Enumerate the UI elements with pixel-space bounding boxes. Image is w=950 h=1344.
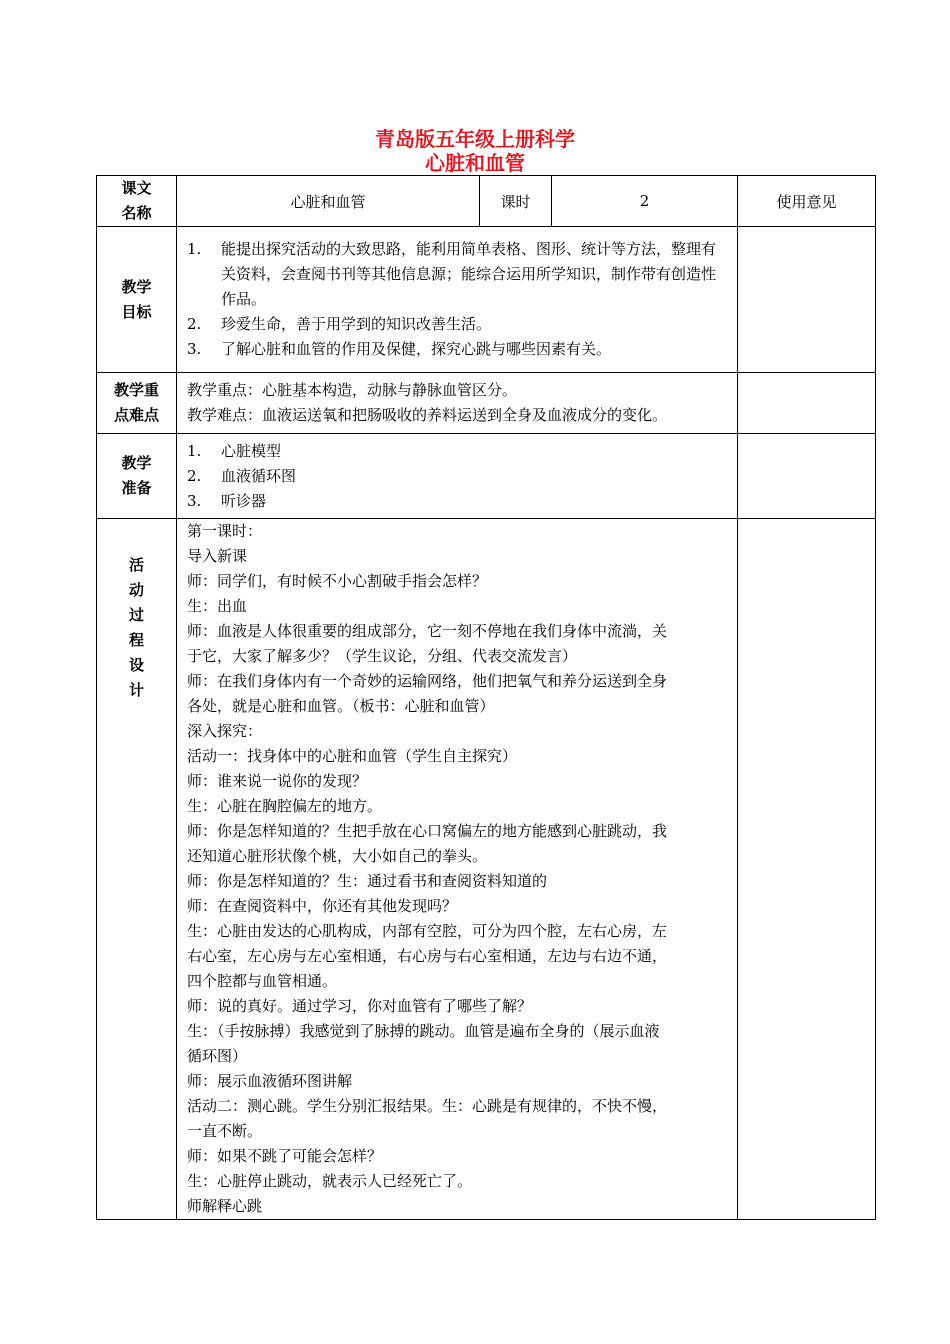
activity-line: 师：展示血液循环图讲解: [187, 1072, 353, 1090]
lesson-name-label-cell: [97, 176, 177, 227]
goal-item: [187, 237, 727, 312]
preparation-item: [187, 489, 729, 514]
activity-line: 一直不断。: [187, 1122, 263, 1140]
goals-feedback-cell: [738, 227, 876, 373]
activity-line: 还知道心脏形状像个桃，大小如自己的拳头。: [187, 847, 488, 865]
preparation-number: 1.: [187, 442, 202, 460]
goals-content: [177, 227, 738, 373]
activity-line: 循环图）: [187, 1047, 248, 1065]
activity-line: 师：谁来说一说你的发现？: [187, 772, 368, 790]
activity-row: [97, 519, 876, 1220]
activity-line: 深入探究：: [187, 722, 263, 740]
hours-label: 课时: [480, 176, 552, 227]
difficult-point-line: 教学难点：血液运送氧和把肠吸收的养料运送到全身及血液成分的变化。: [187, 406, 668, 424]
preparation-number: 2.: [187, 467, 202, 485]
goals-label-cell: [97, 227, 177, 373]
hours-value: 2: [552, 176, 738, 227]
activity-line: 师：你是怎样知道的？生：通过看书和查阅资料知道的: [187, 872, 548, 890]
preparation-feedback-cell: [738, 434, 876, 519]
preparation-row: [97, 434, 876, 519]
lesson-name-value: 心脏和血管: [177, 176, 480, 227]
activity-line: 师：你是怎样知道的？生把手放在心口窝偏左的地方能感到心脏跳动，我: [187, 822, 668, 840]
activity-line: 生：出血: [187, 597, 248, 615]
activity-line: 师：在我们身体内有一个奇妙的运输网络，他们把氧气和养分运送到全身: [187, 672, 668, 690]
activity-line: 师解释心跳: [187, 1197, 263, 1215]
preparation-content: [177, 434, 738, 519]
activity-line: 导入新课: [187, 547, 248, 565]
activity-line: 生：心脏在胸腔偏左的地方。: [187, 797, 383, 815]
document-title: 青岛版五年级上册科学: [375, 127, 575, 151]
preparation-label-line2: 准备: [121, 479, 152, 497]
goal-number: 2.: [187, 315, 202, 333]
activity-line: 师：说的真好。通过学习，你对血管有了哪些了解？: [187, 997, 533, 1015]
preparation-text: 血液循环图: [221, 467, 297, 485]
goal-item: [187, 312, 727, 337]
preparation-label-line1: 教学: [121, 454, 152, 472]
lesson-plan-table: [96, 175, 876, 1220]
goals-label-line1: 教学: [121, 277, 152, 296]
key-points-label-line2: 点难点: [113, 406, 159, 424]
preparation-item: [187, 439, 729, 464]
activity-label-char: 计: [128, 681, 144, 699]
preparation-label-cell: [97, 434, 177, 519]
preparation-text: 心脏模型: [221, 442, 282, 460]
activity-line: 各处，就是心脏和血管。（板书：心脏和血管）: [187, 697, 495, 715]
goals-row: [97, 227, 876, 373]
activity-label-char: 动: [128, 581, 144, 599]
feedback-label: 使用意见: [738, 176, 876, 227]
key-point-line: 教学重点：心脏基本构造，动脉与静脉血管区分。: [187, 381, 518, 399]
activity-label-cell: [97, 519, 177, 1220]
activity-line: 活动二：测心跳。学生分别汇报结果。生：心跳是有规律的，不快不慢，: [187, 1097, 668, 1115]
goal-number: 3.: [187, 340, 202, 358]
activity-label-char: 程: [128, 631, 144, 649]
key-points-label-line1: 教学重: [113, 381, 159, 399]
goal-text: 珍爱生命，善于用学到的知识改善生活。: [221, 315, 492, 333]
activity-label-char: 活: [128, 556, 144, 574]
lesson-name-label-line1: 课文: [121, 179, 152, 197]
key-points-content: [177, 373, 738, 434]
key-points-label-cell: [97, 373, 177, 434]
goal-number: 1.: [187, 240, 202, 258]
activity-line: 生：心脏由发达的心肌构成，内部有空腔，可分为四个腔，左右心房，左: [187, 922, 668, 940]
activity-line: 于它，大家了解多少？（学生议论，分组、代表交流发言）: [187, 647, 578, 665]
activity-line: 第一课时：: [187, 522, 263, 540]
activity-label-char: 过: [128, 606, 144, 624]
header-row: [97, 176, 876, 227]
goals-label-line2: 目标: [121, 302, 152, 321]
goal-text: 能提出探究活动的大致思路，能利用简单表格、图形、统计等方法，整理有关资料，会查阅书刊等其他信息源；能综合运用所学知识，制作带有创造性作品。: [221, 240, 717, 308]
activity-line: 生：心脏停止跳动，就表示人已经死亡了。: [187, 1172, 473, 1190]
activity-line: 生：（手按脉搏）我感觉到了脉搏的跳动。血管是遍布全身的（展示血液: [187, 1022, 660, 1040]
preparation-text: 听诊器: [221, 492, 267, 510]
activity-label-char: 设: [128, 656, 144, 674]
activity-line: 四个腔都与血管相通。: [187, 972, 338, 990]
preparation-item: [187, 464, 729, 489]
activity-feedback-cell: [738, 519, 876, 1220]
activity-line: 师：同学们，有时候不小心割破手指会怎样？: [187, 572, 488, 590]
goal-text: 了解心脏和血管的作用及保健，探究心跳与哪些因素有关。: [221, 340, 612, 358]
preparation-number: 3.: [187, 492, 202, 510]
activity-line: 师：血液是人体很重要的组成部分，它一刻不停地在我们身体中流淌，关: [187, 622, 668, 640]
key-points-feedback-cell: [738, 373, 876, 434]
key-points-row: [97, 373, 876, 434]
activity-line: 师：在查阅资料中，你还有其他发现吗？: [187, 897, 458, 915]
goal-item: [187, 337, 727, 362]
lesson-name-label-line2: 名称: [121, 204, 152, 222]
activity-line: 师：如果不跳了可能会怎样？: [187, 1147, 383, 1165]
activity-content: [177, 519, 738, 1220]
activity-line: 活动一：找身体中的心脏和血管（学生自主探究）: [187, 747, 518, 765]
document-subtitle: 心脏和血管: [425, 151, 525, 175]
activity-line: 右心室，左心房与左心室相通，右心房与右心室相通，左边与右边不通，: [187, 947, 668, 965]
